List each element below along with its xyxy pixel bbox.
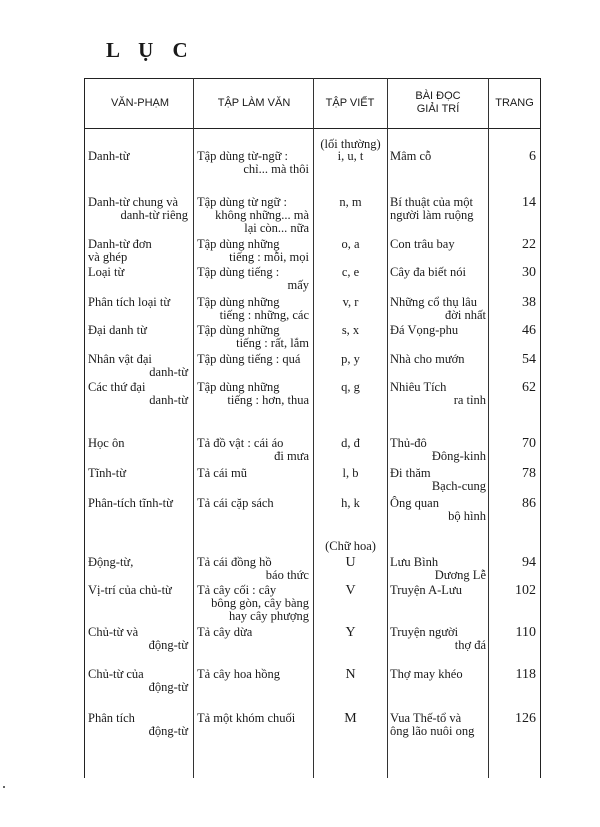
cell-bai-doc (390, 266, 486, 279)
cell-van-pham-line: Nhân vật đại (88, 352, 152, 366)
cell-tap-viet: U (345, 555, 356, 570)
cell-tap-lam-van-line: không những... mà (215, 208, 309, 222)
cell-van-pham-line: động-từ (148, 680, 188, 694)
cell-bai-doc-line: người làm ruộng (390, 208, 474, 222)
cell-tap-lam-van (197, 556, 309, 582)
cell-bai-doc-line: Con trâu bay (390, 237, 455, 251)
cell-van-pham (88, 584, 188, 597)
column-divider (193, 78, 194, 778)
cell-bai-doc (390, 668, 486, 681)
cell-bai-doc-line: Nhà cho mướn (390, 352, 465, 366)
cell-tap-lam-van-line: Tả đồ vật : cái áo (197, 436, 284, 450)
cell-tap-lam-van-line: tiếng : những, các (219, 308, 309, 322)
cell-trang: 70 (522, 436, 536, 451)
cell-van-pham-line: Các thứ đại (88, 380, 146, 394)
cell-trang: 30 (522, 265, 536, 280)
cell-van-pham-line: Đại danh từ (88, 323, 147, 337)
cell-tap-lam-van-line: Tả cây cối : cây (197, 583, 277, 597)
cell-tap-viet: V (345, 583, 356, 598)
header-tap-lam-van: TẬP LÀM VĂN (217, 97, 291, 109)
cell-trang: 62 (522, 380, 536, 395)
cell-bai-doc (390, 712, 486, 738)
cell-bai-doc (390, 497, 486, 523)
cell-van-pham-line: Học ôn (88, 436, 125, 450)
cell-van-pham (88, 238, 188, 264)
cell-tap-viet: n, m (339, 195, 362, 209)
cell-tap-lam-van (197, 467, 309, 480)
cell-trang: 38 (522, 295, 536, 310)
cell-bai-doc (390, 324, 486, 337)
cell-van-pham-line: danh-từ (149, 365, 188, 379)
cell-van-pham (88, 668, 188, 694)
cell-tap-lam-van-line: Tập dùng những (197, 295, 280, 309)
cell-tap-lam-van-line: tiếng : mỗi, mọi (229, 250, 309, 264)
cell-tap-lam-van-line: Tập dùng những (197, 323, 280, 337)
cell-bai-doc-line: Lưu Bình (390, 555, 439, 569)
cell-bai-doc-line: Đi thăm (390, 466, 431, 480)
cell-tap-lam-van (197, 150, 309, 176)
cell-tap-lam-van-line: tiếng : rất, lắm (236, 336, 309, 350)
cell-tap-lam-van (197, 668, 309, 681)
cell-van-pham (88, 712, 188, 738)
cell-bai-doc-line: ông lão nuôi ong (390, 724, 475, 738)
cell-tap-lam-van-line: Tả một khóm chuối (197, 711, 296, 725)
cell-bai-doc (390, 150, 486, 163)
cell-bai-doc-line: Thợ may khéo (390, 667, 463, 681)
cell-tap-viet: M (344, 711, 357, 726)
cell-tap-viet: p, y (341, 352, 360, 366)
header-trang: TRANG (495, 97, 534, 109)
cell-bai-doc-line: Thủ-đô (390, 436, 427, 450)
cell-tap-viet: i, u, t (337, 149, 364, 163)
cell-bai-doc-line: ra tỉnh (453, 393, 486, 407)
cell-bai-doc-line: Bí thuật của một (390, 195, 473, 209)
cell-van-pham (88, 381, 188, 407)
cell-tap-lam-van (197, 497, 309, 510)
cell-tap-lam-van (197, 196, 309, 235)
cell-bai-doc (390, 467, 486, 493)
header-van-pham: VĂN-PHẠM (110, 97, 170, 109)
cell-van-pham-line: Loại từ (88, 265, 125, 279)
cell-bai-doc-line: Ông quan (390, 496, 439, 510)
cell-trang: 78 (522, 466, 536, 481)
cell-trang: 118 (515, 667, 536, 682)
cell-tap-lam-van (197, 437, 309, 463)
cell-tap-lam-van (197, 381, 309, 407)
cell-bai-doc-line: Dương Lễ (434, 568, 486, 582)
cell-tap-viet: o, a (341, 237, 360, 251)
cell-tap-lam-van (197, 626, 309, 639)
cell-trang: 6 (529, 149, 536, 164)
cell-bai-doc (390, 626, 486, 652)
cell-tap-lam-van-line: Tả cái đồng hồ (197, 555, 272, 569)
header-bai-doc: BÀI ĐỌC GIẢI TRÍ (415, 90, 461, 115)
cell-tap-lam-van-line: Tập dùng tiếng : (197, 265, 280, 279)
cell-bai-doc-line: Đá Vọng-phu (390, 323, 459, 337)
cell-van-pham-line: Chủ-từ của (88, 667, 144, 681)
cell-tap-viet: l, b (342, 466, 359, 480)
cell-trang: 102 (515, 583, 536, 598)
cell-trang: 94 (522, 555, 536, 570)
cell-van-pham (88, 196, 188, 222)
cell-tap-lam-van-line: mấy (287, 278, 309, 292)
cell-tap-lam-van (197, 238, 309, 264)
cell-tap-viet: d, đ (341, 436, 360, 450)
cell-tap-lam-van (197, 266, 309, 292)
cell-van-pham-line: và ghép (88, 250, 128, 264)
cell-bai-doc-line: Những cổ thụ lâu (390, 295, 477, 309)
cell-van-pham-line: Phân tích loại từ (88, 295, 171, 309)
header-divider (84, 128, 540, 129)
cell-tap-lam-van-line: tiếng : hơn, thua (227, 393, 309, 407)
cell-van-pham (88, 437, 188, 450)
note-chu-hoa: (Chữ hoa) (325, 539, 376, 553)
cell-tap-lam-van-line: Tả cái cặp sách (197, 496, 274, 510)
cell-van-pham-line: Chủ-từ và (88, 625, 139, 639)
cell-tap-lam-van-line: chỉ... mà thôi (243, 162, 309, 176)
cell-bai-doc (390, 556, 486, 582)
cell-van-pham-line: Động-từ, (88, 555, 134, 569)
cell-van-pham-line: Danh-từ đơn (88, 237, 152, 251)
cell-tap-lam-van-line: Tập dùng từ-ngữ : (197, 149, 288, 163)
cell-van-pham-line: Phân-tích tĩnh-từ (88, 496, 173, 510)
cell-tap-lam-van (197, 296, 309, 322)
cell-bai-doc-line: Bạch-cung (431, 479, 486, 493)
cell-tap-lam-van-line: đi mưa (274, 449, 309, 463)
cell-bai-doc-line: Truyện A-Lưu (390, 583, 462, 597)
cell-bai-doc-line: Cây đa biết nói (390, 265, 467, 279)
cell-tap-lam-van-line: Tập dùng tiếng : quá (197, 352, 301, 366)
cell-trang: 22 (522, 237, 536, 252)
column-divider (387, 78, 388, 778)
cell-bai-doc-line: Vua Thế-tổ và (390, 711, 462, 725)
cell-tap-lam-van-line: hay cây phượng (228, 609, 309, 623)
cell-tap-lam-van-line: Tả cây hoa hồng (197, 667, 280, 681)
cell-tap-lam-van-line: lại còn... nữa (244, 221, 309, 235)
cell-bai-doc-line: Đông-kinh (431, 449, 486, 463)
cell-bai-doc-line: Nhiêu Tích (390, 380, 447, 394)
cell-tap-viet: N (345, 667, 356, 682)
cell-van-pham (88, 266, 188, 279)
cell-tap-lam-van-line: Tập dùng từ ngữ : (197, 195, 287, 209)
cell-trang: 86 (522, 496, 536, 511)
cell-van-pham-line: Tĩnh-từ (88, 466, 127, 480)
cell-van-pham-line: động-từ (148, 638, 188, 652)
table-right-border (540, 78, 541, 778)
cell-tap-viet: q, g (341, 380, 360, 394)
cell-van-pham (88, 467, 188, 480)
cell-van-pham (88, 497, 188, 510)
cell-bai-doc-line: Truyện người (390, 625, 459, 639)
cell-tap-lam-van-line: Tập dùng những (197, 237, 280, 251)
cell-tap-viet: s, x (341, 323, 360, 337)
cell-van-pham-line: động-từ (148, 724, 188, 738)
cell-van-pham (88, 626, 188, 652)
cell-tap-viet: h, k (341, 496, 360, 510)
cell-bai-doc (390, 238, 486, 251)
cell-van-pham-line: danh-từ (149, 393, 188, 407)
cell-van-pham-line: Danh-từ chung và (88, 195, 179, 209)
page-title: L Ụ C (106, 38, 195, 62)
cell-tap-lam-van-line: báo thức (265, 568, 309, 582)
cell-tap-lam-van-line: Tả cây dừa (197, 625, 253, 639)
cell-bai-doc (390, 296, 486, 322)
cell-tap-viet: v, r (342, 295, 359, 309)
cell-van-pham-line: Phân tích (88, 711, 135, 725)
cell-van-pham-line: danh-từ riêng (120, 208, 188, 222)
cell-trang: 110 (515, 625, 536, 640)
cell-van-pham (88, 324, 188, 337)
cell-van-pham (88, 556, 188, 569)
cell-van-pham (88, 353, 188, 379)
cell-trang: 54 (522, 352, 536, 367)
margin-speck (3, 786, 5, 788)
header-tap-viet: TẬP VIẾT (325, 97, 375, 109)
cell-tap-lam-van-line: bông gòn, cây bàng (211, 596, 309, 610)
cell-tap-lam-van (197, 324, 309, 350)
column-divider (488, 78, 489, 778)
cell-van-pham (88, 296, 188, 309)
cell-tap-lam-van-line: Tả cái mũ (197, 466, 247, 480)
table-top-border (84, 78, 540, 79)
cell-bai-doc (390, 584, 486, 597)
cell-van-pham-line: Danh-từ (88, 149, 130, 163)
cell-tap-lam-van (197, 584, 309, 623)
cell-bai-doc-line: bộ hình (448, 509, 486, 523)
cell-bai-doc (390, 353, 486, 366)
cell-tap-lam-van (197, 353, 309, 366)
cell-trang: 126 (515, 711, 536, 726)
cell-bai-doc (390, 381, 486, 407)
note-loi-thuong: (lối thường) (320, 137, 381, 151)
cell-bai-doc-line: Mâm cỗ (390, 149, 432, 163)
cell-tap-viet: Y (345, 625, 356, 640)
cell-trang: 14 (522, 195, 536, 210)
cell-bai-doc-line: thợ đá (454, 638, 486, 652)
cell-bai-doc (390, 437, 486, 463)
cell-tap-viet: c, e (341, 265, 360, 279)
cell-tap-lam-van (197, 712, 309, 725)
table-left-border (84, 78, 85, 778)
cell-trang: 46 (522, 323, 536, 338)
cell-bai-doc (390, 196, 486, 222)
column-divider (313, 78, 314, 778)
cell-tap-lam-van-line: Tập dùng những (197, 380, 280, 394)
cell-van-pham-line: Vị-trí của chủ-từ (88, 583, 172, 597)
cell-bai-doc-line: đời nhất (445, 308, 486, 322)
cell-van-pham (88, 150, 188, 163)
